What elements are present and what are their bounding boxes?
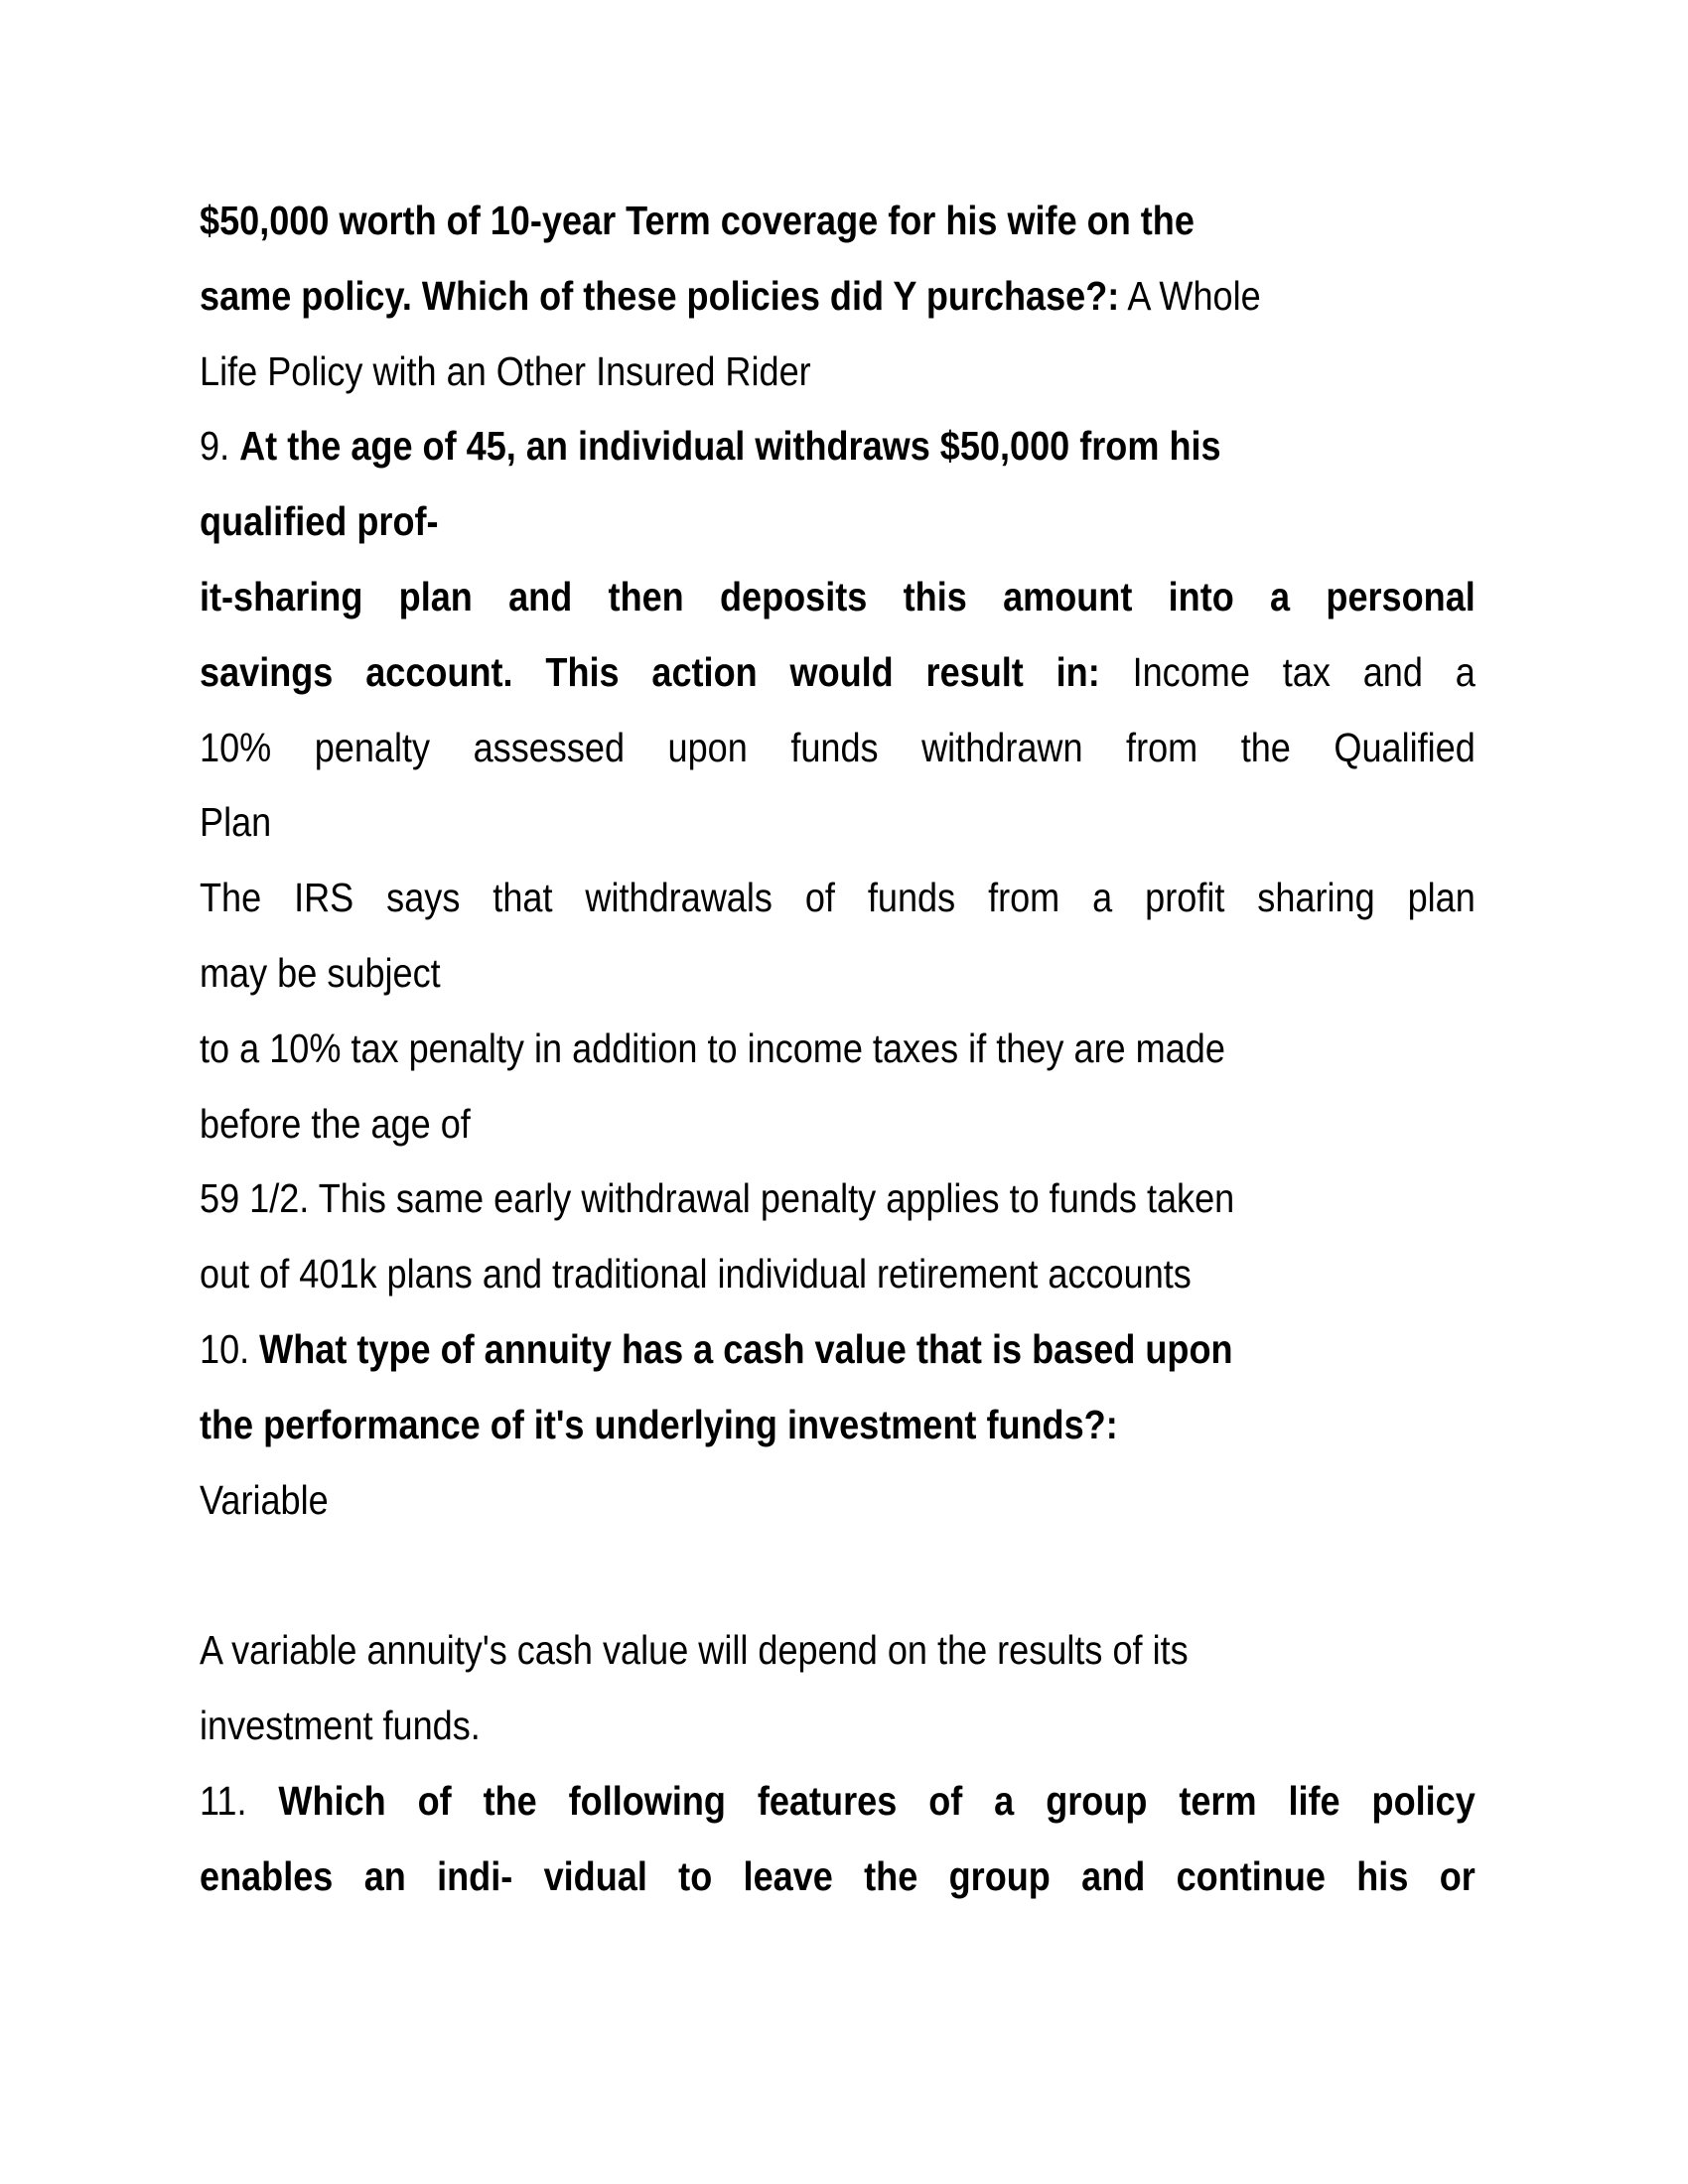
text-line <box>200 1840 1476 1915</box>
question-text: same policy. Which of these policies did Y purchase?: <box>200 272 1120 319</box>
text-line <box>200 1161 1476 1237</box>
answer-text: A Whole <box>1119 272 1261 319</box>
answer-text: Income tax and a <box>1099 648 1476 695</box>
answer-text: Plan <box>200 799 272 846</box>
question-text: it-sharing plan and then deposits this amount into a personal <box>200 573 1476 619</box>
answer-text: Variable <box>200 1476 329 1523</box>
answer-text: 10% penalty assessed upon funds withdrawn from the Qualified <box>200 724 1476 770</box>
answer-text: investment funds. <box>200 1702 481 1748</box>
text-line <box>200 711 1476 786</box>
text-line <box>200 1538 1476 1613</box>
text-line <box>200 259 1476 335</box>
text-line <box>200 1463 1476 1539</box>
text-line <box>200 1012 1476 1087</box>
question-text: Which of the following features of a group term life policy <box>278 1777 1476 1824</box>
answer-text: out of 401k plans and traditional individual retirement accounts <box>200 1251 1192 1297</box>
text-line <box>200 1689 1476 1764</box>
text-line <box>200 1312 1476 1388</box>
answer-text: before the age of <box>200 1100 471 1147</box>
question-text: savings account. This action would result in: <box>200 648 1100 695</box>
text-line <box>200 861 1476 936</box>
text-line <box>200 184 1476 259</box>
question-text: $50,000 worth of 10-year Term coverage for his wife on the <box>200 198 1195 243</box>
answer-text: The IRS says that withdrawals of funds from a profit sharing plan <box>200 875 1476 921</box>
answer-text: 9. <box>200 423 240 470</box>
text-line <box>200 1087 1476 1162</box>
answer-text: Life Policy with an Other Insured Rider <box>200 347 811 394</box>
question-text: the performance of it's underlying investment funds?: <box>200 1401 1118 1447</box>
question-text: qualified prof- <box>200 498 439 545</box>
answer-text: to a 10% tax penalty in addition to income taxes if they are made <box>200 1024 1225 1071</box>
answer-text: 10. <box>200 1325 260 1372</box>
text-line <box>200 936 1476 1012</box>
document-page <box>200 184 1476 1914</box>
answer-text: may be subject <box>200 949 441 996</box>
text-line <box>200 409 1476 484</box>
text-line <box>200 1764 1476 1840</box>
answer-text: A variable annuity's cash value will depend on the results of its <box>200 1627 1189 1674</box>
text-line <box>200 1613 1476 1689</box>
text-line <box>200 1237 1476 1312</box>
text-line <box>200 635 1476 711</box>
question-text: What type of annuity has a cash value that is based upon <box>259 1325 1233 1372</box>
text-line <box>200 785 1476 861</box>
text-line <box>200 1388 1476 1463</box>
answer-text: 59 1/2. This same early withdrawal penalty applies to funds taken <box>200 1175 1235 1222</box>
answer-text: 11. <box>200 1777 279 1824</box>
text-line <box>200 335 1476 410</box>
question-text: enables an indi- vidual to leave the group and continue his or <box>200 1852 1476 1899</box>
question-text: At the age of 45, an individual withdraws $50,000 from his <box>239 423 1221 470</box>
text-line <box>200 560 1476 635</box>
text-line <box>200 484 1476 560</box>
